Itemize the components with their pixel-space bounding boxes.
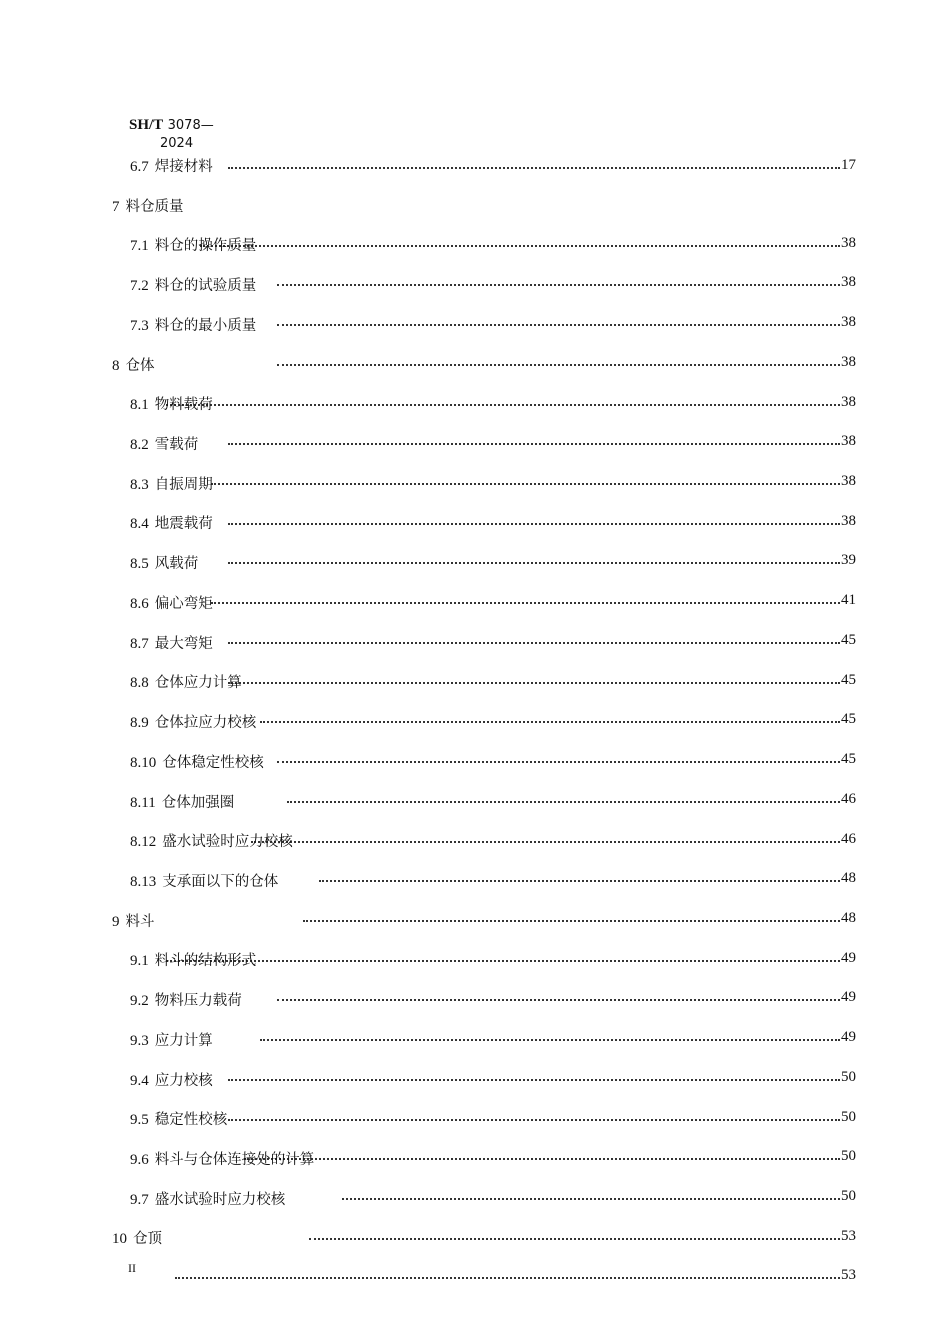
toc-entry-number: 8.2	[130, 437, 149, 454]
toc-entry-number: 9.7	[130, 1191, 149, 1208]
toc-entry-number: 8.11	[130, 794, 156, 811]
toc-entry-label	[130, 1188, 285, 1209]
toc-entry-title: 仓体稳定性校核	[162, 754, 264, 771]
toc-entry-page: 46	[841, 790, 856, 807]
toc-entry-page: 38	[841, 314, 856, 331]
toc-entry-title: 料仓的操作质量	[154, 238, 257, 255]
toc-entry-page: 38	[841, 234, 856, 251]
toc-entry-number: 6.7	[130, 159, 149, 175]
toc-entry-label	[130, 870, 278, 891]
toc-entry-page: 50	[841, 1148, 856, 1165]
standard-year: 2024	[160, 136, 194, 151]
toc-entry-title: 仓体	[125, 357, 155, 374]
toc-entry-number: 7.2	[130, 278, 149, 295]
toc-entry-title: 料仓质量	[125, 198, 184, 215]
toc-entry-page: 53	[841, 1267, 856, 1284]
toc-entry-number: 9.6	[130, 1152, 149, 1168]
toc-entry-title: 仓体拉应力校核	[154, 715, 257, 732]
toc-entry-label	[130, 1069, 213, 1090]
toc-entry-label	[130, 830, 293, 851]
toc-entry-label	[130, 552, 198, 573]
toc-entry-page: 46	[841, 830, 856, 847]
standard-number: 3078—	[167, 118, 214, 133]
toc-entry-number: 8.4	[130, 516, 149, 533]
toc-entry-title: 料仓的最小质量	[154, 317, 257, 334]
toc-entry-page: 38	[841, 512, 856, 529]
toc-entry-page: 50	[841, 1068, 856, 1085]
toc-entry-number: 8.6	[130, 595, 149, 612]
toc-entry-page: 38	[841, 353, 856, 370]
page-number-footer: II	[128, 1261, 136, 1275]
toc-entry-title: 仓体应力计算	[154, 675, 242, 692]
toc-entry-label	[130, 473, 213, 494]
toc-entry-title: 料斗的结构形式	[154, 953, 257, 970]
toc-entry-label	[130, 314, 256, 335]
toc-entry-number: 8.5	[130, 556, 149, 573]
toc-entry-number: 8.13	[130, 873, 157, 890]
toc-entry-number: 9.4	[130, 1072, 149, 1089]
toc-entry-number: 8.1	[130, 397, 149, 414]
toc-entry-title: 料仓的试验质量	[154, 278, 257, 295]
toc-entry-number: 9.1	[130, 953, 149, 970]
toc-entry-label	[130, 155, 213, 176]
toc-entry-label	[130, 791, 234, 812]
toc-entry-page: 53	[841, 1227, 856, 1244]
toc-entry-title: 料斗	[125, 913, 155, 930]
toc-entry-title: 应力计算	[154, 1032, 213, 1049]
toc-entry-title: 盛水试验时应力校核	[162, 834, 293, 851]
toc-entry-page: 49	[841, 949, 856, 966]
toc-entry-number: 7	[112, 198, 120, 215]
toc-entry-number: 7.3	[130, 317, 149, 334]
toc-entry-number: 9.2	[130, 993, 149, 1010]
toc-entry-page: 45	[841, 751, 856, 768]
toc-entry-number: 9	[112, 913, 120, 930]
toc-entry-label	[130, 512, 213, 533]
toc-entry-label	[130, 711, 256, 732]
toc-entry-label	[112, 910, 155, 931]
toc-entry-label	[112, 354, 155, 375]
toc-entry-label	[130, 592, 213, 613]
toc-entry-page: 45	[841, 711, 856, 728]
toc-entry-page: 50	[841, 1188, 856, 1204]
toc-entry-label	[130, 671, 242, 692]
toc-entry-number: 9.5	[130, 1112, 149, 1129]
toc-entry-page: 45	[841, 631, 856, 648]
toc-entry-number: 8.12	[130, 834, 157, 851]
toc-entry-label	[130, 274, 256, 295]
toc-entry-title: 风载荷	[154, 556, 199, 573]
toc-entry-title: 仓顶	[133, 1231, 162, 1248]
toc-entry-page: 38	[841, 473, 856, 490]
toc-entry-number: 8.8	[130, 675, 149, 692]
toc-entry-page: 45	[841, 671, 856, 688]
toc-entry-page: 39	[841, 552, 856, 569]
toc-entry-title: 自振周期	[154, 476, 213, 493]
toc-entry-label	[130, 632, 213, 653]
toc-entry-page: 38	[841, 433, 856, 450]
toc-entry-label	[130, 949, 256, 970]
toc-entry-label	[130, 393, 213, 414]
toc-entry-page: 48	[841, 870, 856, 887]
toc-entry-title: 最大弯矩	[154, 635, 213, 652]
toc-entry-title: 偏心弯矩	[154, 595, 213, 612]
toc-entry-label	[112, 1227, 162, 1248]
toc-entry-page: 49	[841, 1029, 856, 1046]
toc-entry-page: 48	[841, 909, 856, 926]
toc-entry-title: 稳定性校核	[154, 1112, 228, 1129]
toc-entry-title: 物料压力载荷	[154, 993, 242, 1010]
toc-entry-label	[130, 1108, 227, 1129]
toc-entry-title: 料斗与仓体连接处的计算	[154, 1152, 315, 1168]
toc-entry-title: 物料载荷	[154, 397, 213, 414]
toc-entry-label	[130, 1148, 314, 1169]
toc-entry-page: 50	[841, 1108, 856, 1125]
toc-entry-number: 8	[112, 357, 120, 374]
toc-entry-label	[130, 751, 264, 772]
toc-entry-title: 焊接材料	[154, 159, 213, 175]
toc-entry-number: 8.9	[130, 715, 149, 732]
toc-entry-label	[130, 234, 256, 255]
toc-entry-number: 8.10	[130, 754, 157, 771]
toc-entry-page: 38	[841, 393, 856, 410]
toc-entry-page: 17	[841, 157, 856, 173]
toc-entry-title: 地震载荷	[154, 516, 213, 533]
toc-entry-number: 8.7	[130, 635, 149, 652]
toc-entry-number: 9.3	[130, 1032, 149, 1049]
toc-entry-title: 仓体加强圈	[161, 794, 235, 811]
toc-entry-title: 盛水试验时应力校核	[154, 1191, 286, 1208]
toc-entry-label	[130, 989, 242, 1010]
standard-prefix: SH/T	[129, 117, 164, 133]
toc-entry[interactable]	[0, 155, 950, 195]
toc-entry-title: 支承面以下的仓体	[162, 873, 279, 890]
toc-entry-page: 49	[841, 989, 856, 1006]
toc-entry-page: 41	[841, 592, 856, 609]
toc-entry-label	[130, 433, 198, 454]
toc-entry-number: 7.1	[130, 238, 149, 255]
toc-entry-label	[112, 195, 184, 216]
toc-dot-leader	[228, 161, 840, 169]
toc-entry-number: 10	[112, 1231, 127, 1248]
toc-entry-number: 8.3	[130, 476, 149, 493]
toc-dot-leader	[175, 1271, 840, 1279]
toc-entry-page: 38	[841, 274, 856, 291]
toc-entry-label	[130, 1029, 213, 1050]
toc-entry-title: 雪载荷	[154, 437, 199, 454]
toc-entry-title: 应力校核	[154, 1072, 213, 1089]
